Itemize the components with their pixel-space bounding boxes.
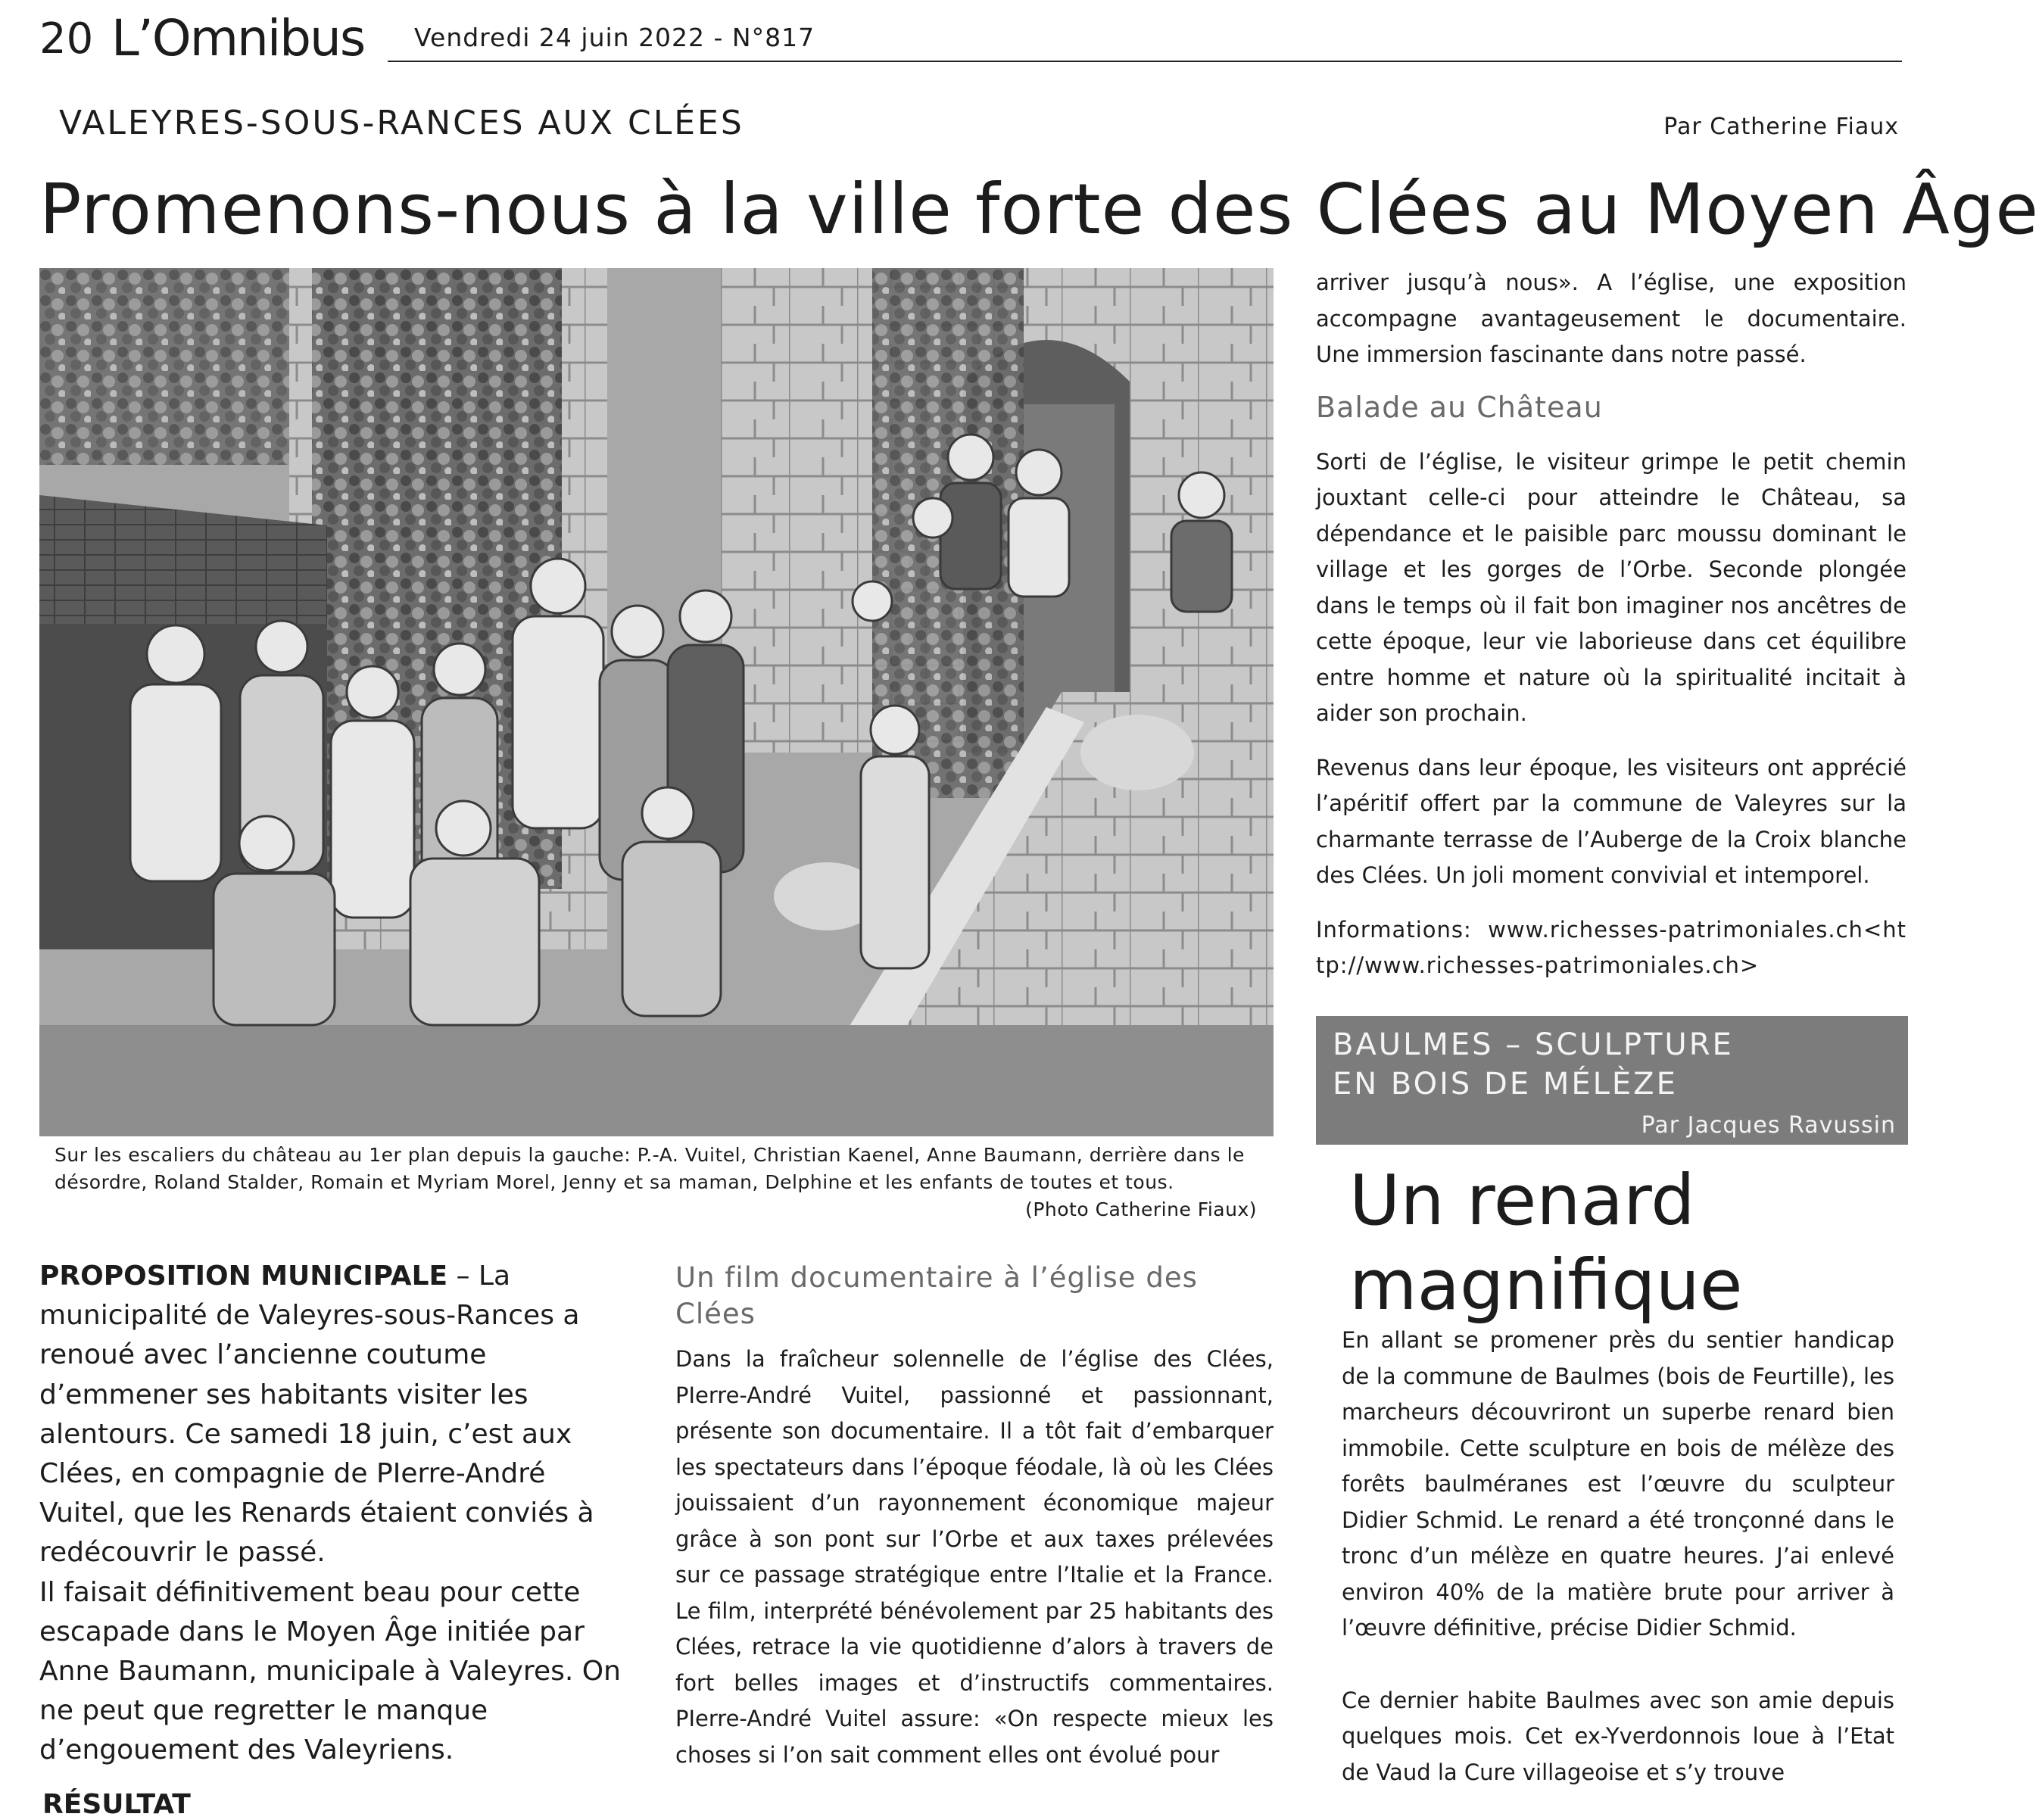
photo-caption bbox=[55, 1142, 1266, 1223]
middle-column bbox=[675, 1260, 1274, 1773]
caption-text: Sur les escaliers du château au 1er plan depuis la gauche: P.-A. Vuitel, Christian Kaenel, Anne Baumann, derrière dans le désordre, Roland Stalder, Romain et Myriam Morel, Jenny et sa maman, Delphine et les enfants de toutes et tous. bbox=[55, 1144, 1245, 1193]
baulmes-kicker-line1: BAULMES – SCULPTURE bbox=[1333, 1027, 1734, 1062]
photo-credit: (Photo Catherine Fiaux) bbox=[1025, 1198, 1257, 1220]
cutoff-heading: RÉSULTAT bbox=[42, 1789, 191, 1820]
paragraph-escapade: Il faisait définitivement beau pour cette escapade dans le Moyen Âge initiée par Anne Baumann, municipale à Valeyres. On ne peut que regretter le manque d’engouement des Valeyriens. bbox=[39, 1576, 621, 1766]
fox-article bbox=[1342, 1323, 1894, 1790]
baulmes-section-box bbox=[1316, 1016, 1908, 1145]
left-column bbox=[39, 1257, 626, 1771]
newspaper-name: L’Omnibus bbox=[111, 9, 365, 67]
subhead-balade: Balade au Château bbox=[1316, 390, 1603, 424]
paragraph-aperitif: Revenus dans leur époque, les visiteurs ont apprécié l’apéritif offert par la commune de Valeyres sur la charmante terrasse de l’Auberge de la Croix blanche des Clées. Un joli moment convivial et intemporel. bbox=[1316, 754, 1906, 888]
section-kicker: VALEYRES-SOUS-RANCES AUX CLÉES bbox=[59, 104, 744, 142]
article-byline: Par Catherine Fiaux bbox=[1663, 114, 1899, 140]
article-lead-label: PROPOSITION MUNICIPALE bbox=[39, 1261, 448, 1292]
group-photo bbox=[39, 268, 1274, 1136]
next-section-head-cutoff bbox=[42, 1789, 270, 1820]
lead-paragraph: – La municipalité de Valeyres-sous-Rances a renoué avec l’ancienne coutume d’emmener ses habitants visiter les alentours. Ce samedi 18 juin, c’est aux Clées, en compagnie de PIerre-André Vuitel, que les Renards étaient conviés à redécouvrir le passé. bbox=[39, 1261, 594, 1569]
article-headline: Promenons-nous à la ville forte des Clées au Moyen Âge bbox=[39, 169, 2039, 250]
fox-paragraph-1: En allant se promener près du sentier handicap de la commune de Baulmes (bois de Feurtille), les marcheurs découvriront un superbe renard bien immobile. Cette sculpture en bois de mélèze des forêts baulméranes est l’œuvre du sculpteur Didier Schmid. Le renard a été tronçonné dans le tronc d’un mélèze en quatre heures. J’ai enlevé environ 40% de la matière brute pour arriver à l’œuvre définitive, précise Didier Schmid. bbox=[1342, 1327, 1894, 1641]
masthead bbox=[39, 9, 1902, 67]
paragraph-chateau: Sorti de l’église, le visiteur grimpe le petit chemin jouxtant celle-ci pour atteindre le Château, sa dépendance et le paisible parc moussu dominant le village et les gorges de l’Orbe. Seconde plongée dans le temps où il fait bon imaginer nos ancêtres de cette époque, leur vie laborieuse dans cet équilibre entre homme et nature où la spiritualité incitait à aider son prochain. bbox=[1316, 448, 1906, 726]
article-continuation: arriver jusqu’à nous». A l’église, une exposition accompagne avantageusement le documentaire. Une immersion fascinante dans notre passé. bbox=[1316, 270, 1906, 367]
fox-paragraph-2: Ce dernier habite Baulmes avec son amie depuis quelques mois. Cet ex-Yverdonnois loue à l’Etat de Vaud la Cure villageoise et s’y trouve bbox=[1342, 1687, 1894, 1785]
info-link[interactable]: Informations: www.richesses-patrimoniales.ch<http://www.richesses-patrimoniales.ch> bbox=[1316, 916, 1906, 978]
paragraph-documentaire: Dans la fraîcheur solennelle de l’église des Clées, PIerre-André Vuitel, passionné et passionnant, présente son documentaire. Il a tôt fait d’embarquer les spectateurs dans l’époque féodale, là où les Clées jouissaient d’un rayonnement économique majeur grâce à son pont sur l’Orbe et aux taxes prélevées sur ce passage stratégique entre l’Italie et la France. Le film, interprété bénévolement par 25 habitants des Clées, retrace la vie quotidienne d’alors à travers de fort belles images et d’instructifs commentaires. PIerre-André Vuitel assure: «On respecte mieux les choses si l’on sait comment elles ont évolué pour bbox=[675, 1346, 1274, 1768]
right-column bbox=[1316, 265, 1906, 984]
page-number: 20 bbox=[39, 14, 94, 64]
masthead-rule bbox=[388, 61, 1902, 62]
baulmes-kicker bbox=[1333, 1025, 1734, 1104]
fox-headline: Un renard magnifique bbox=[1349, 1160, 1743, 1326]
baulmes-byline: Par Jacques Ravussin bbox=[1641, 1112, 1896, 1139]
subhead-documentaire: Un film documentaire à l’église des Clées bbox=[675, 1261, 1198, 1330]
issue-date: Vendredi 24 juin 2022 - N°817 bbox=[414, 23, 815, 52]
baulmes-kicker-line2: EN BOIS DE MÉLÈZE bbox=[1333, 1067, 1678, 1102]
